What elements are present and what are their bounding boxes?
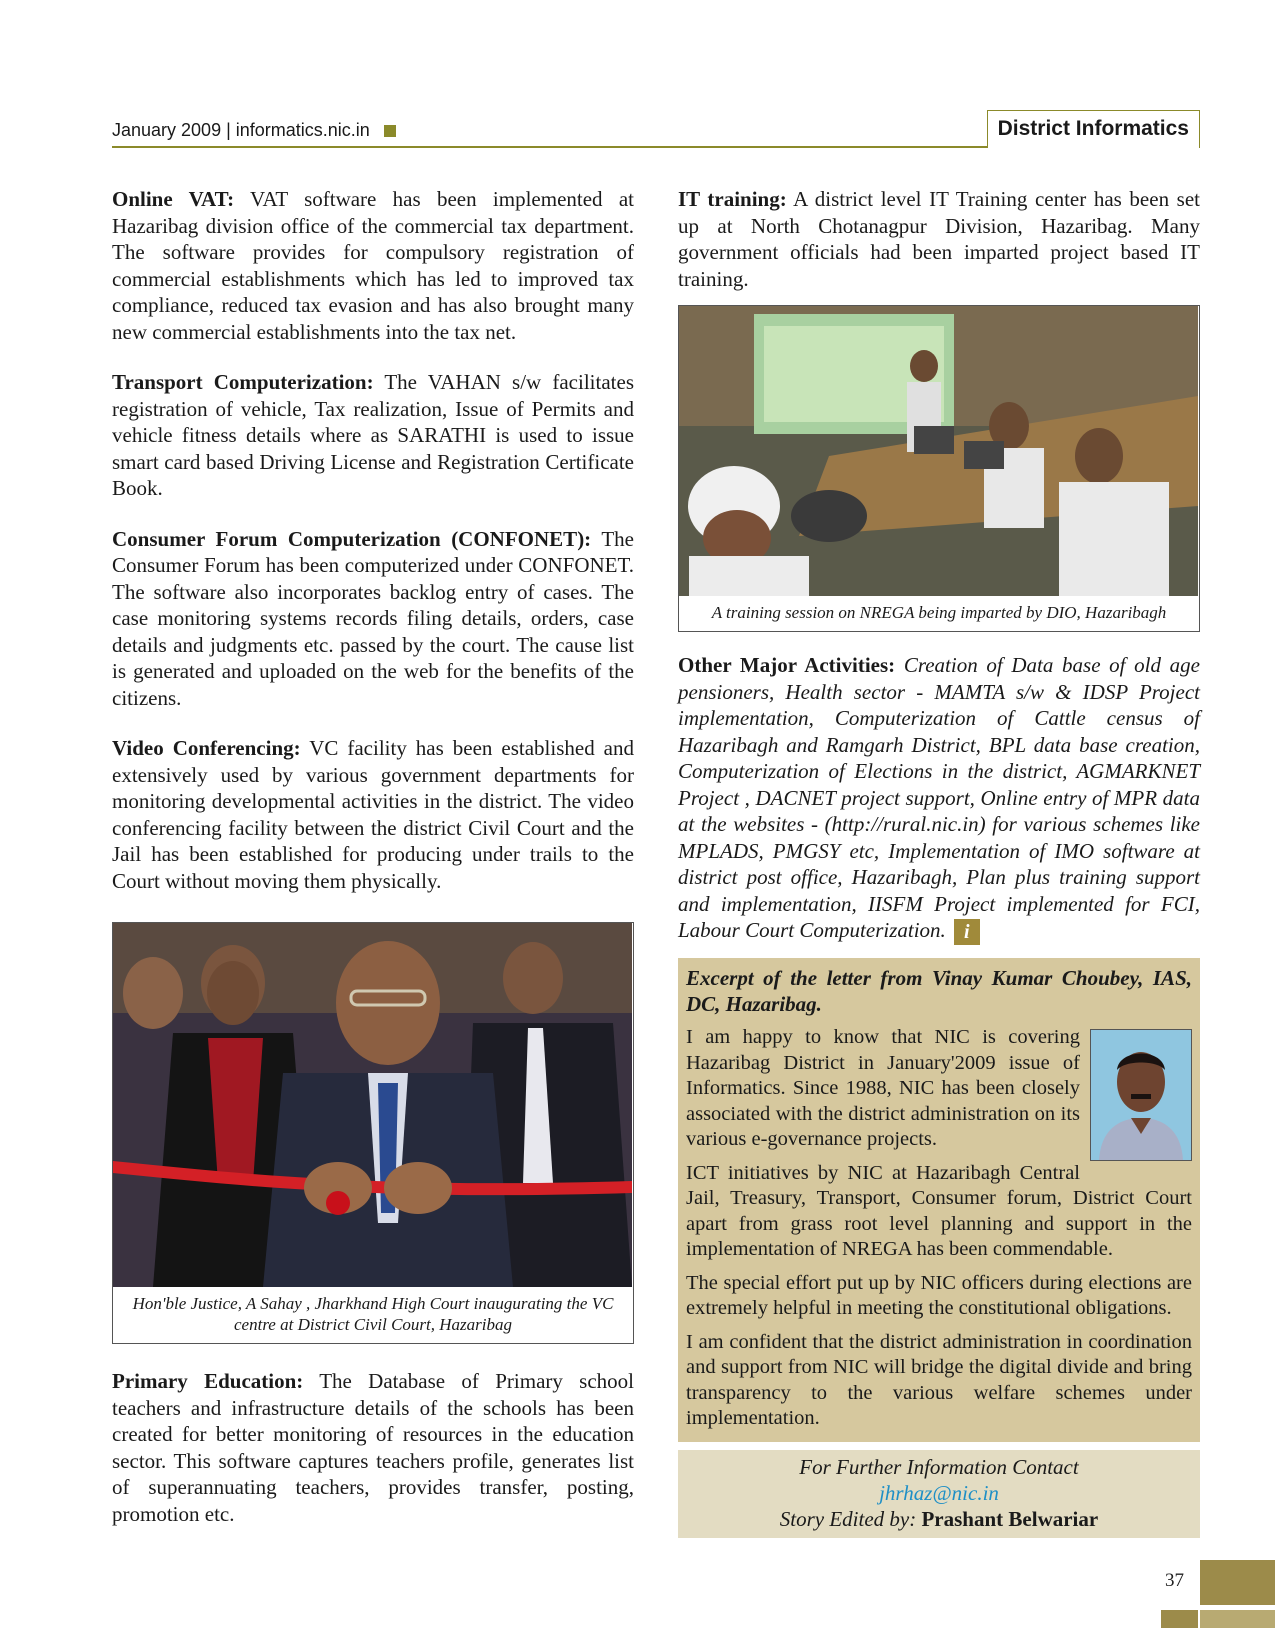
inauguration-photo-frame: [112, 922, 634, 1344]
transport-heading: Transport Computerization:: [112, 370, 374, 394]
other-activities-text: Creation of Data base of old age pensioners, Health sector - MAMTA s/w & IDSP Project implementation, Computerization of Cattle census of Hazaribagh and Ramgarh District, BPL data base creation, Computerization of Elections in the district, AGMARKNET Project , DACNET project support, Online entry of MPR data at the websites - (http://rural.nic.in) for various schemes like MPLADS, PMGSY etc, Implementation of IMO software at district post office, Hazaribagh, Plan plus training support and implementation, IISFM Project implemented for FCI, Labour Court Computerization.: [678, 653, 1200, 942]
letter-title: Excerpt of the letter from Vinay Kumar Choubey, IAS, DC, Hazaribag.: [686, 966, 1192, 1016]
letter-excerpt-box: [678, 958, 1200, 1442]
other-activities-heading: Other Major Activities:: [678, 653, 896, 677]
transport-paragraph: [112, 369, 634, 502]
primary-education-text: The Database of Primary school teachers and infrastructure details of the schools has been created for better monitoring of resources in the education sector. This software captures teachers profile, generates list of superannuating teachers, provides transfer, posting, promotion etc.: [112, 1369, 635, 1526]
letter-paragraph-2: ICT initiatives by NIC at Hazaribagh Central Jail, Treasury, Transport, Consumer forum, District Court apart from grass root level planning and support in the implementation of NREGA has been commendable.: [686, 1161, 1192, 1261]
other-activities-paragraph: [678, 652, 1200, 945]
letter-paragraph-3: The special effort put up by NIC officers during elections are extremely helpful in meeting the constitutional obligations.: [686, 1271, 1192, 1320]
contact-box: [678, 1450, 1200, 1538]
story-editor-name: Prashant Belwariar: [921, 1506, 1099, 1531]
training-photo-frame: [678, 305, 1200, 632]
confonet-text: The Consumer Forum has been computerized under CONFONET. The software also incorporates backlog entry of cases. The case monitoring systems records filing details, orders, case details and judgments etc. passed by the court. The cause list is generated and uploaded on the web for the benefits of the citizens.: [112, 526, 634, 710]
it-training-text: A district level IT Training center has been set up at North Chotanagpur Division, Hazaribag. Many government officials had been imparted project based IT training.: [678, 187, 1200, 291]
inauguration-photo-illustration: [113, 923, 632, 1287]
header-square-icon: [384, 125, 396, 137]
header-issue-info: [112, 120, 396, 141]
page-number: 37: [1165, 1570, 1184, 1591]
contact-heading: For Further Information Contact: [799, 1454, 1079, 1479]
footer-corner-block: [1200, 1560, 1275, 1605]
online-vat-heading: Online VAT:: [112, 187, 235, 211]
letter-paragraph-1: I am happy to know that NIC is covering Hazaribag District in January'2009 issue of Informatics. Since 1988, NIC has been closely associated with the district administration on its various e-governance projects.: [686, 1026, 1080, 1151]
left-column: [112, 186, 634, 1540]
story-editor-line: [686, 1506, 1192, 1532]
inauguration-photo-caption: Hon'ble Justice, A Sahay , Jharkhand High Court inaugurating the VC centre at District Civil Court, Hazaribag: [132, 1294, 614, 1334]
dc-portrait-illustration: [1091, 1030, 1191, 1160]
letter-paragraph-4: I am confident that the district administration in coordination and support from NIC will bridge the digital divide and bring transparency to the various welfare schemes under implementation.: [686, 1330, 1192, 1430]
primary-education-heading: Primary Education:: [112, 1369, 304, 1393]
section-title: District Informatics: [987, 110, 1200, 148]
transport-text: The VAHAN s/w facilitates registration of vehicle, Tax realization, Issue of Permits and vehicle fitness details where as SARATHI is used to issue smart card based Driving License and Registration Certificate Book.: [112, 370, 634, 500]
primary-education-paragraph: [112, 1368, 634, 1527]
dc-portrait: [1090, 1029, 1192, 1161]
video-paragraph: [112, 735, 634, 894]
info-icon: i: [954, 919, 980, 945]
contact-email-link[interactable]: jhrhaz@nic.in: [879, 1480, 999, 1505]
it-training-paragraph: [678, 186, 1200, 292]
right-column: [678, 186, 1200, 1538]
online-vat-text: VAT software has been implemented at Hazaribag division office of the commercial tax department. The software provides for compulsory registration of commercial establishments which has led to improved tax compliance, reduced tax evasion and has also brought many new commercial establishments into the tax net.: [112, 187, 634, 344]
online-vat-paragraph: [112, 186, 634, 345]
video-heading: Video Conferencing:: [112, 736, 301, 760]
header-issue-text: January 2009 | informatics.nic.in: [112, 120, 370, 140]
video-text: VC facility has been established and extensively used by various government departments for monitoring developmental activities in the district. The video conferencing facility between the district Civil Court and the Jail has been established for producing under trails to the Court without moving them physically.: [112, 736, 634, 893]
training-photo-illustration: [679, 306, 1198, 596]
footer-corner-strip-left: [1161, 1610, 1198, 1628]
story-editor-label: Story Edited by:: [779, 1506, 922, 1531]
footer-corner-strip-right: [1200, 1610, 1275, 1628]
confonet-heading: Consumer Forum Computerization (CONFONET):: [112, 526, 592, 551]
confonet-paragraph: [112, 526, 634, 712]
inauguration-photo: [113, 923, 633, 1287]
it-training-heading: IT training:: [678, 187, 787, 211]
training-photo-caption: A training session on NREGA being imparted by DIO, Hazaribagh: [711, 603, 1167, 622]
training-photo: [679, 306, 1199, 596]
